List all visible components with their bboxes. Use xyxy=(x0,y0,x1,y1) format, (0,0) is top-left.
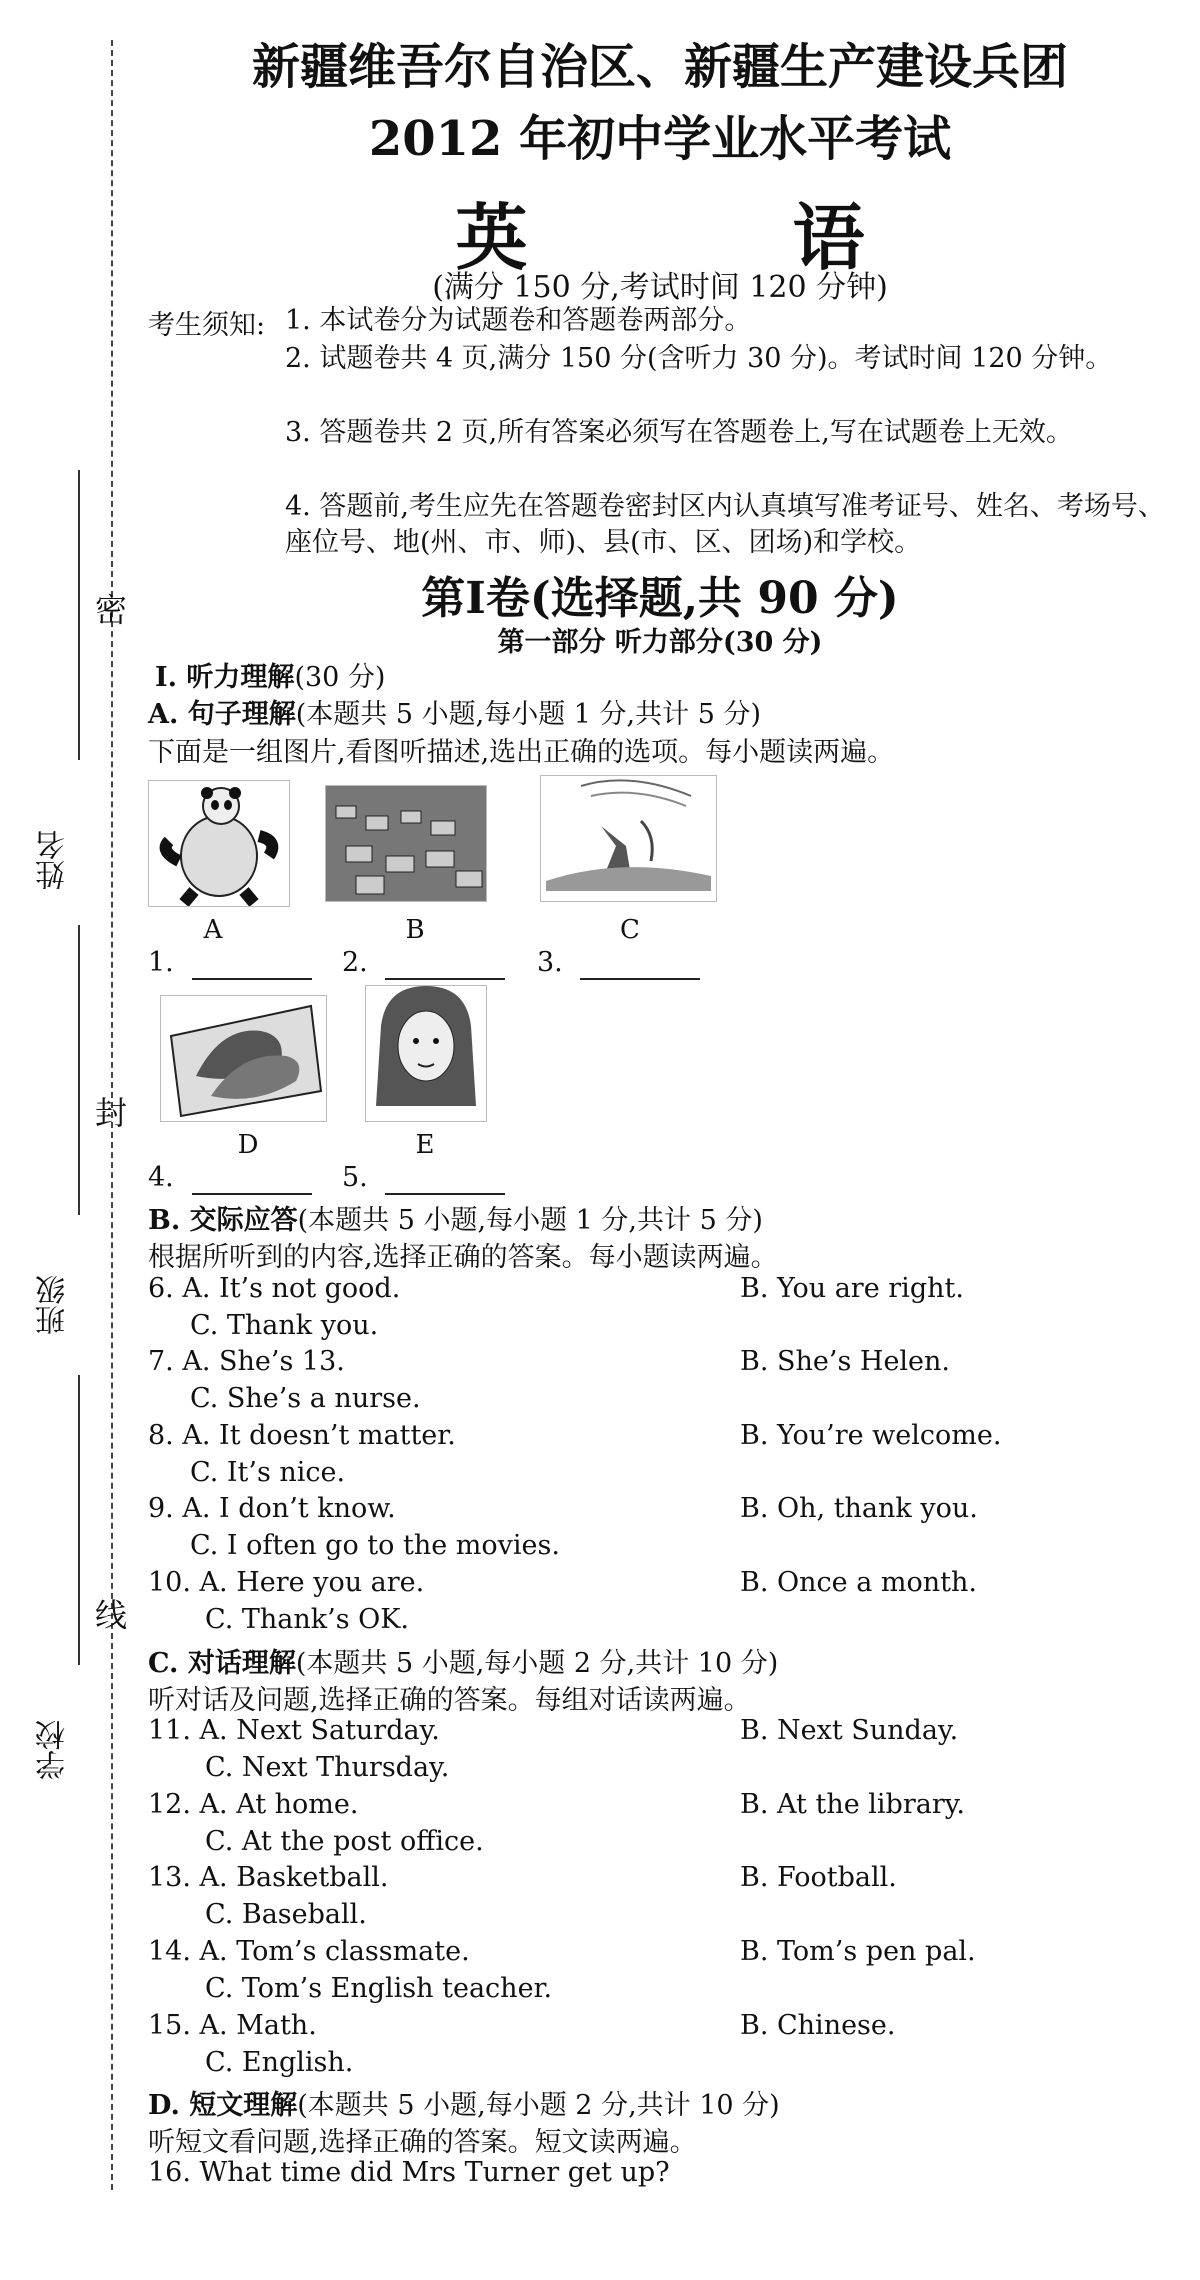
section-title: 第Ⅰ卷(选择题,共 90 分) xyxy=(421,573,899,624)
seal-mark-xian: 线 xyxy=(95,1596,128,1634)
question-15: 15. A. Math. xyxy=(148,2010,317,2041)
answer-blank-4[interactable] xyxy=(192,1191,312,1195)
question-10: 10. A. Here you are. xyxy=(148,1567,425,1598)
picture-label-a: A xyxy=(203,915,223,945)
school-fill-line[interactable] xyxy=(78,1375,80,1665)
question-13-option-c: C. Baseball. xyxy=(205,1899,367,1930)
question-14: 14. A. Tom’s classmate. xyxy=(148,1936,470,1967)
picture-e-girl xyxy=(365,985,487,1122)
part-a-instruction: 下面是一组图片,看图听描述,选出正确的选项。每小题读两遍。 xyxy=(148,737,895,768)
question-7-option-c: C. She’s a nurse. xyxy=(190,1383,421,1414)
picture-c-landscape xyxy=(540,775,717,902)
question-14-option-c: C. Tom’s English teacher. xyxy=(205,1973,553,2004)
question-15-option-c: C. English. xyxy=(205,2047,354,2078)
blank-number-3: 3. xyxy=(537,947,563,978)
blank-number-1: 1. xyxy=(148,947,174,978)
notice-item-3: 3. 答题卷共 2 页,所有答案必须写在答题卷上,写在试题卷上无效。 xyxy=(285,417,1073,448)
question-9-option-b: B. Oh, thank you. xyxy=(740,1493,978,1524)
part-d-instruction: 听短文看问题,选择正确的答案。短文读两遍。 xyxy=(148,2127,697,2158)
blank-number-4: 4. xyxy=(148,1162,174,1193)
question-12-option-b: B. At the library. xyxy=(740,1789,965,1820)
question-12-option-c: C. At the post office. xyxy=(205,1826,484,1857)
question-6: 6. A. It’s not good. xyxy=(148,1273,401,1304)
notice-label: 考生须知: xyxy=(148,310,266,341)
picture-label-e: E xyxy=(415,1130,435,1160)
part-title: 第一部分 听力部分(30 分) xyxy=(497,627,823,658)
seal-mark-mi: 密 xyxy=(95,591,128,629)
question-8: 8. A. It doesn’t matter. xyxy=(148,1420,456,1451)
picture-d-shoes xyxy=(160,995,327,1122)
part-c-instruction: 听对话及问题,选择正确的答案。每组对话读两遍。 xyxy=(148,1685,751,1716)
subject-title: 英 语 xyxy=(455,195,985,280)
picture-label-b: B xyxy=(405,915,425,945)
school-label: 学校 xyxy=(36,1720,71,1780)
picture-label-d: D xyxy=(237,1130,259,1160)
part-b-instruction: 根据所听到的内容,选择正确的答案。每小题读两遍。 xyxy=(148,1242,778,1273)
part-b-heading: B. 交际应答(本题共 5 小题,每小题 1 分,共计 5 分) xyxy=(148,1205,763,1236)
question-9: 9. A. I don’t know. xyxy=(148,1493,396,1524)
exam-title-line2: 2012 年初中学业水平考试 xyxy=(368,111,952,167)
answer-blank-3[interactable] xyxy=(580,976,700,980)
seal-mark-feng: 封 xyxy=(95,1094,128,1132)
question-12: 12. A. At home. xyxy=(148,1789,359,1820)
question-6-option-b: B. You are right. xyxy=(740,1273,964,1304)
listening-heading: Ⅰ. 听力理解(30 分) xyxy=(155,662,386,693)
score-info: (满分 150 分,考试时间 120 分钟) xyxy=(432,270,888,305)
question-11-option-c: C. Next Thursday. xyxy=(205,1752,450,1783)
class-label: 班级 xyxy=(36,1275,71,1335)
question-13-option-b: B. Football. xyxy=(740,1862,897,1893)
question-6-option-c: C. Thank you. xyxy=(190,1310,379,1341)
question-11-option-b: B. Next Sunday. xyxy=(740,1715,959,1746)
question-9-option-c: C. I often go to the movies. xyxy=(190,1530,560,1561)
answer-blank-5[interactable] xyxy=(385,1191,505,1195)
part-a-heading: A. 句子理解(本题共 5 小题,每小题 1 分,共计 5 分) xyxy=(148,699,762,730)
blank-number-2: 2. xyxy=(342,947,368,978)
answer-blank-2[interactable] xyxy=(385,976,505,980)
part-d-heading: D. 短文理解(本题共 5 小题,每小题 2 分,共计 10 分) xyxy=(148,2090,780,2121)
question-10-option-b: B. Once a month. xyxy=(740,1567,977,1598)
question-16: 16. What time did Mrs Turner get up? xyxy=(148,2157,670,2188)
part-c-heading: C. 对话理解(本题共 5 小题,每小题 2 分,共计 10 分) xyxy=(148,1648,779,1679)
question-8-option-c: C. It’s nice. xyxy=(190,1457,346,1488)
answer-blank-1[interactable] xyxy=(192,976,312,980)
question-7: 7. A. She’s 13. xyxy=(148,1346,345,1377)
blank-number-5: 5. xyxy=(342,1162,368,1193)
question-13: 13. A. Basketball. xyxy=(148,1862,389,1893)
notice-item-2: 2. 试题卷共 4 页,满分 150 分(含听力 30 分)。考试时间 120 分钟。 xyxy=(285,343,1113,374)
picture-a-kungfu-panda xyxy=(148,780,290,907)
question-14-option-b: B. Tom’s pen pal. xyxy=(740,1936,976,1967)
picture-b-traffic xyxy=(325,785,487,902)
question-8-option-b: B. You’re welcome. xyxy=(740,1420,1002,1451)
exam-title-line1: 新疆维吾尔自治区、新疆生产建设兵团 xyxy=(251,39,1068,95)
question-11: 11. A. Next Saturday. xyxy=(148,1715,440,1746)
picture-label-c: C xyxy=(620,915,640,945)
question-15-option-b: B. Chinese. xyxy=(740,2010,896,2041)
name-label: 姓名 xyxy=(36,830,71,890)
question-7-option-b: B. She’s Helen. xyxy=(740,1346,951,1377)
question-10-option-c: C. Thank’s OK. xyxy=(205,1604,410,1635)
notice-item-1: 1. 本试卷分为试题卷和答题卷两部分。 xyxy=(285,305,752,336)
class-fill-line[interactable] xyxy=(78,925,80,1215)
notice-item-4: 4. 答题前,考生应先在答题卷密封区内认真填写准考证号、姓名、考场号、座位号、地(州、市、师)、县(市、区、团场)和学校。 xyxy=(285,491,1165,558)
